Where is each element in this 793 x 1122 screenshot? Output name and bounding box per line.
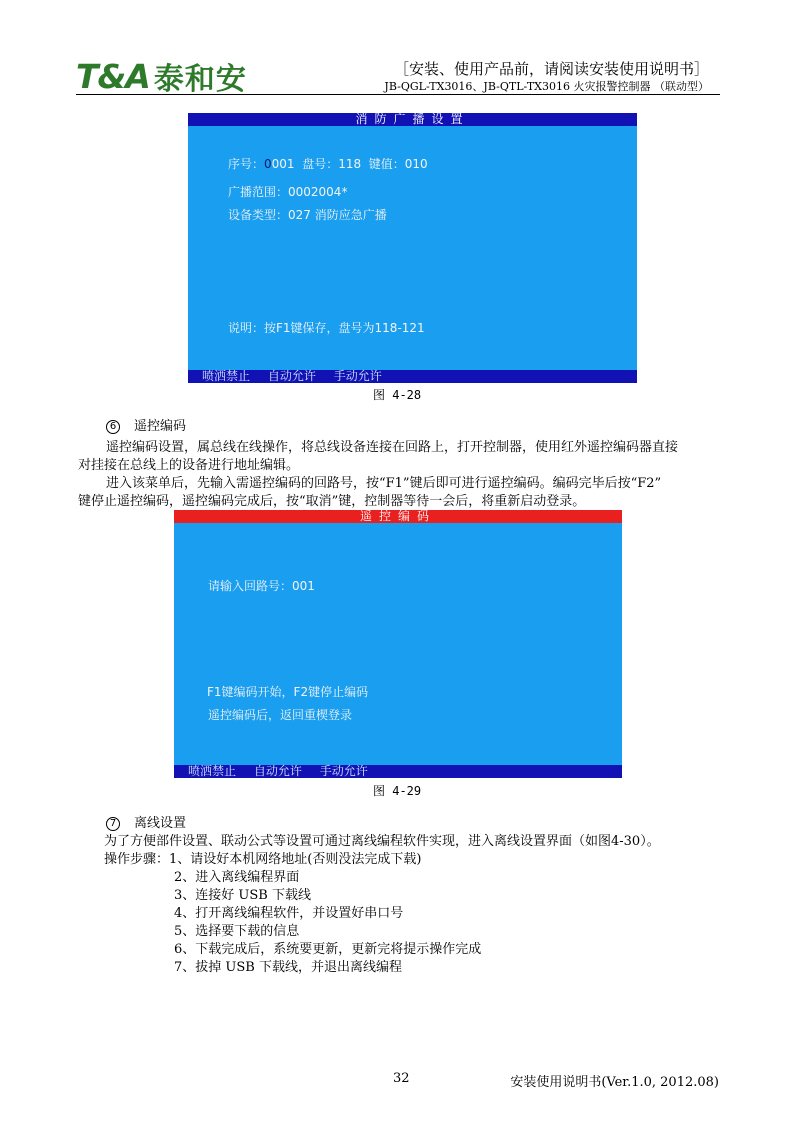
steps-label: 操作步骤： [104,852,170,867]
section-heading [106,419,186,435]
status-spray-disabled: 喷洒禁止 [188,764,237,778]
status-spray-disabled: 喷洒禁止 [202,369,251,383]
step-item: 4、打开离线编程软件，并设置好串口号 [174,906,404,921]
logo-text: 泰和安 [153,62,247,97]
loop-number-prompt: 请输入回路号：001 [208,579,315,593]
figure-caption: 图 4-28 [373,388,422,402]
coding-help: 遥控编码后，返回重楔登录 [208,708,353,722]
screen-note: 说明：按F1键保存，盘号为118-121 [228,321,425,335]
document-title: 安装使用说明书(Ver.1.0, 2012.08) [510,1075,719,1090]
status-manual-allowed: 手动允许 [333,369,382,383]
step-item: 3、连接好 USB 下载线 [174,888,311,903]
paragraph-line: 键停止遥控编码，遥控编码完成后，按“取消”键，控制器等待一会后，将重新启动登录。 [78,494,586,509]
status-auto-allowed: 自动允许 [253,764,302,778]
paragraph-line: 为了方便部件设置、联动公式等设置可通过离线编程软件实现，进入离线设置界面（如图4-30）。 [104,834,660,849]
remote-coding-screen [174,510,622,778]
paragraph-line: 遥控编码设置，属总线在线操作，将总线设备连接在回路上，打开控制器，使用红外遥控编码器直接 [106,440,679,455]
sequence-label: 序号： [228,157,265,171]
company-logo [76,56,247,96]
header-rule [76,94,720,95]
section-title: 遥控编码 [134,419,187,434]
input-cursor: 0 [264,157,272,171]
steps-row [104,852,421,868]
status-auto-allowed: 自动允许 [267,369,316,383]
step-item: 5、选择要下载的信息 [174,924,300,939]
header-model: JB-QGL-TX3016、JB-QTL-TX3016 火灾报警控制器 （联动型） [384,80,709,93]
status-bar [188,370,637,383]
step-item: 2、进入离线编程界面 [174,870,300,885]
page-number: 32 [393,1071,410,1086]
screen-title: 遥控编码 [174,510,622,523]
broadcast-range: 广播范围：0002004* [228,185,348,199]
section-number: 6 [106,420,120,434]
sequence-values: 001 盘号：118 键值：010 [271,157,428,171]
device-type: 设备类型：027 消防应急广播 [228,208,387,222]
paragraph-line: 进入该菜单后，先输入需遥控编码的回路号，按“F1”键后即可进行遥控编码。编码完毕后按“F2” [106,476,662,491]
figure-caption: 图 4-29 [373,784,422,798]
step-item: 1、请设好本机网络地址(否则没法完成下载) [169,852,422,867]
section-title: 离线设置 [134,816,187,831]
screen-title: 消防广播设置 [188,113,637,126]
step-item: 7、拔掉 USB 下载线，并退出离线编程 [174,960,402,975]
section-heading [106,816,186,832]
sequence-line [228,155,428,172]
status-manual-allowed: 手动允许 [319,764,368,778]
header-notice: ［安装、使用产品前，请阅读安装使用说明书］ [393,60,709,78]
status-bar [174,765,622,778]
paragraph-line: 对挂接在总线上的设备进行地址编辑。 [78,458,300,473]
coding-help: F1键编码开始，F2键停止编码 [207,685,369,699]
step-item: 6、下载完成后，系统要更新，更新完将提示操作完成 [174,942,482,957]
broadcast-setup-screen [188,113,637,383]
section-number: 7 [106,817,120,831]
logo-mark: T&A [76,56,150,96]
